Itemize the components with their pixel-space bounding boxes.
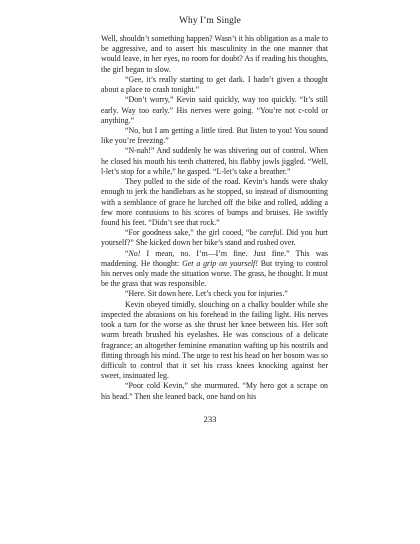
paragraph: “No, but I am getting a little tired. But listen to you! You sound like you’re freezing.” bbox=[101, 125, 328, 146]
paragraph: “Gee, it’s really starting to get dark. I hadn’t given a thought about a place to crash tonight.” bbox=[101, 74, 328, 95]
text-run: . Did you hurt yourself?” She kicked down her bike’s stand and rushed over. bbox=[101, 228, 328, 248]
body-text bbox=[101, 34, 328, 402]
emphasis: No! bbox=[128, 248, 141, 258]
paragraph bbox=[101, 228, 328, 248]
page-number: 233 bbox=[203, 414, 217, 424]
paragraph: “N-nah!” And suddenly he was shivering out of control. When he closed his mouth his teeth chattered, his flabby jowls jiggled. “Well, l-let’s stop for a while,” he gasped. “L-let’s take a breather.” bbox=[101, 146, 328, 176]
paragraph: Well, shouldn’t something happen? Wasn’t it his obligation as a male to be aggressive, and to assert his masculinity in the one manner that would leave, in her eyes, no room for doubt? As if reading his thoughts, the girl began to slow. bbox=[101, 34, 328, 74]
paragraph: “Don’t worry,” Kevin said quickly, way too quickly. “It’s still early. Way too early.” His nerves were going. “You’re not c-cold or anything.” bbox=[101, 95, 328, 125]
emphasis: careful bbox=[259, 228, 282, 238]
paragraph bbox=[101, 249, 328, 290]
paragraph: “Here. Sit down here. Let’s check you for injuries.” bbox=[125, 289, 288, 299]
text-run: “ bbox=[125, 248, 129, 258]
paragraph: Kevin obeyed timidly, slouching on a chalky boulder while she inspected the abrasions on his forehead in the failing light. His nerves took a turn for the worse as she thrust her knee between his. Her soft warm breath brushed his eyelashes. He was conscious of a delicate fragrance; an altogether feminine emanation wafting up his nostrils and flitting through his mind. The urge to rest his head on her bosom was so difficult to control that it set his crass knees knocking against her sweet, insinuated leg. bbox=[101, 299, 328, 381]
paragraph: “Poor cold Kevin,” she murmured. “My hero got a scrape on his head.” Then she leaned back, one hand on his bbox=[101, 381, 328, 401]
emphasis: Get a grip on yourself! bbox=[182, 258, 258, 268]
text-run: “For goodness sake,” the girl cooed, “be bbox=[125, 228, 260, 238]
text-run: But trying to control his nerves only made the situation worse. The grass, he thought. It must be the grass that was responsible. bbox=[101, 258, 328, 289]
text-run: I mean, no. I’m—I’m fine. Just fine.” This was maddening. He thought: bbox=[101, 248, 328, 268]
paragraph: They pulled to the side of the road. Kevin’s hands were shaky enough to jerk the handlebars as he stopped, so instead of dismounting with a semblance of grace he lurched off the bike and rolled, adding a few more contusions to his scores of bumps and bruises. He swiftly found his feet. “Didn’t see that rock.” bbox=[101, 177, 328, 227]
running-head: Why I’m Single bbox=[179, 16, 241, 26]
